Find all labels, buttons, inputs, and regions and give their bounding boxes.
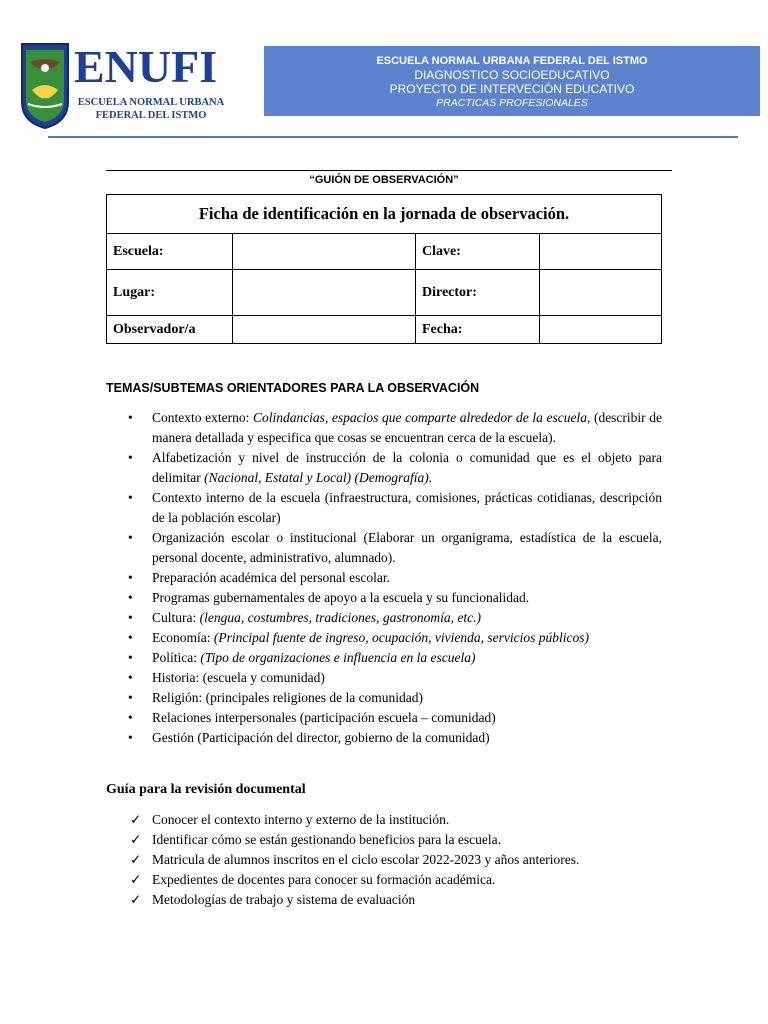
list-item bbox=[106, 728, 662, 748]
bullet-icon: • bbox=[128, 650, 133, 665]
topics-heading: TEMAS/SUBTEMAS ORIENTADORES PARA LA OBSERVACIÓN bbox=[106, 381, 480, 395]
list-item-italic: Colindancias, espacios que comparte alrededor de la escuela, bbox=[252, 410, 591, 425]
list-item-text: Contexto interno de la escuela (infraestructura, comisiones, prácticas cotidianas, descripción de la población escolar) bbox=[152, 490, 662, 525]
field-escuela[interactable] bbox=[233, 234, 416, 270]
label-lugar: Lugar: bbox=[107, 270, 233, 316]
list-item-text: Conocer el contexto interno y externo de la institución. bbox=[152, 812, 450, 827]
list-item bbox=[106, 628, 662, 648]
list-item-text: Contexto externo: bbox=[152, 410, 253, 425]
list-item-text: Organización escolar o institucional (Elaborar un organigrama, estadística de la escuela, personal docente, administrativo, alumnado). bbox=[152, 530, 662, 565]
bullet-icon: • bbox=[128, 570, 133, 585]
checkmark-icon: ✓ bbox=[130, 892, 142, 907]
table-row bbox=[107, 270, 662, 316]
list-item bbox=[106, 408, 662, 448]
list-item-text: Religión: (principales religiones de la comunidad) bbox=[152, 690, 424, 705]
list-item bbox=[106, 448, 662, 488]
list-item bbox=[106, 608, 662, 628]
list-item-text: Programas gubernamentales de apoyo a la escuela y su funcionalidad. bbox=[152, 590, 530, 605]
label-clave: Clave: bbox=[416, 234, 540, 270]
shield-emblem-icon bbox=[20, 40, 70, 130]
logo-subtitle-line2: FEDERAL DEL ISTMO bbox=[95, 110, 207, 121]
identification-table bbox=[106, 194, 662, 344]
bullet-icon: • bbox=[128, 530, 133, 545]
list-item-text: Historia: (escuela y comunidad) bbox=[152, 670, 325, 685]
enufi-logo bbox=[20, 40, 232, 132]
table-row bbox=[107, 234, 662, 270]
table-title: Ficha de identificación en la jornada de observación. bbox=[107, 195, 662, 234]
list-item-text: Gestión (Participación del director, gobierno de la comunidad) bbox=[152, 730, 490, 745]
list-item bbox=[106, 890, 662, 910]
bullet-icon: • bbox=[128, 630, 133, 645]
list-item bbox=[106, 648, 662, 668]
list-item-text: Metodologías de trabajo y sistema de evaluación bbox=[152, 892, 416, 907]
list-item-italic: (lengua, costumbres, tradiciones, gastronomía, etc.) bbox=[199, 610, 481, 625]
field-clave[interactable] bbox=[540, 234, 662, 270]
checkmark-icon: ✓ bbox=[130, 872, 142, 887]
review-guide-list bbox=[106, 810, 662, 910]
bullet-icon: • bbox=[128, 690, 133, 705]
list-item-italic: (Nacional, Estatal y Local) (Demografía). bbox=[204, 470, 433, 485]
bullet-icon: • bbox=[128, 610, 133, 625]
logo-subtitle bbox=[76, 96, 226, 122]
list-item-text: Relaciones interpersonales (participación escuela – comunidad) bbox=[152, 710, 496, 725]
logo-wordmark: ENUFI bbox=[74, 41, 218, 92]
table-row bbox=[107, 316, 662, 344]
checkmark-icon: ✓ bbox=[130, 812, 142, 827]
field-observador[interactable] bbox=[233, 316, 416, 344]
list-item-text: Economía: bbox=[152, 630, 214, 645]
title-rule bbox=[106, 170, 672, 171]
bullet-icon: • bbox=[128, 710, 133, 725]
list-item-italic: (Tipo de organizaciones e influencia en la escuela) bbox=[200, 650, 476, 665]
list-item bbox=[106, 668, 662, 688]
banner-school-name: ESCUELA NORMAL URBANA FEDERAL DEL ISTMO bbox=[376, 55, 648, 67]
list-item-text: Expedientes de docentes para conocer su formación académica. bbox=[152, 872, 496, 887]
field-lugar[interactable] bbox=[233, 270, 416, 316]
list-item bbox=[106, 528, 662, 568]
label-observador: Observador/a bbox=[107, 316, 233, 344]
banner-diagnostic: DIAGNOSTICO SOCIOEDUCATIVO bbox=[414, 68, 610, 82]
topics-list bbox=[106, 408, 662, 748]
list-item-text: Política: bbox=[152, 650, 201, 665]
review-guide-heading: Guía para la revisión documental bbox=[106, 782, 306, 797]
list-item bbox=[106, 870, 662, 890]
bullet-icon: • bbox=[128, 490, 133, 505]
document-title: “GUIÓN DE OBSERVACIÓN” bbox=[309, 174, 459, 186]
list-item bbox=[106, 850, 662, 870]
header-divider bbox=[48, 136, 738, 138]
list-item-italic: (Principal fuente de ingreso, ocupación, vivienda, servicios públicos) bbox=[213, 630, 590, 645]
bullet-icon: • bbox=[128, 450, 133, 465]
label-fecha: Fecha: bbox=[416, 316, 540, 344]
label-director: Director: bbox=[416, 270, 540, 316]
list-item bbox=[106, 688, 662, 708]
header-banner bbox=[264, 46, 760, 116]
bullet-icon: • bbox=[128, 730, 133, 745]
bullet-icon: • bbox=[128, 410, 133, 425]
field-fecha[interactable] bbox=[540, 316, 662, 344]
banner-project: PROYECTO DE INTERVECIÓN EDUCATIVO bbox=[389, 82, 635, 96]
list-item bbox=[106, 708, 662, 728]
list-item-rest: (describir de manera detallada y especifica que cosas se encuentran cerca de la escuela). bbox=[152, 410, 663, 445]
bullet-icon: • bbox=[128, 590, 133, 605]
list-item-text: Matricula de alumnos inscritos en el ciclo escolar 2022-2023 y años anteriores. bbox=[152, 852, 580, 867]
list-item bbox=[106, 488, 662, 528]
list-item bbox=[106, 830, 662, 850]
table-title-row bbox=[107, 195, 662, 234]
list-item-text: Preparación académica del personal escolar. bbox=[152, 570, 391, 585]
field-director[interactable] bbox=[540, 270, 662, 316]
list-item-text: Cultura: bbox=[152, 610, 200, 625]
banner-practices: PRACTICAS PROFESIONALES bbox=[436, 97, 588, 109]
logo-subtitle-line1: ESCUELA NORMAL URBANA bbox=[77, 97, 225, 108]
label-escuela: Escuela: bbox=[107, 234, 233, 270]
list-item-text: Identificar cómo se están gestionando beneficios para la escuela. bbox=[152, 832, 501, 847]
list-item bbox=[106, 568, 662, 588]
bullet-icon: • bbox=[128, 670, 133, 685]
list-item bbox=[106, 810, 662, 830]
list-item bbox=[106, 588, 662, 608]
checkmark-icon: ✓ bbox=[130, 852, 142, 867]
checkmark-icon: ✓ bbox=[130, 832, 142, 847]
list-item-text: Alfabetización y nivel de instrucción de la colonia o comunidad que es el objeto para delimitar bbox=[152, 450, 662, 485]
